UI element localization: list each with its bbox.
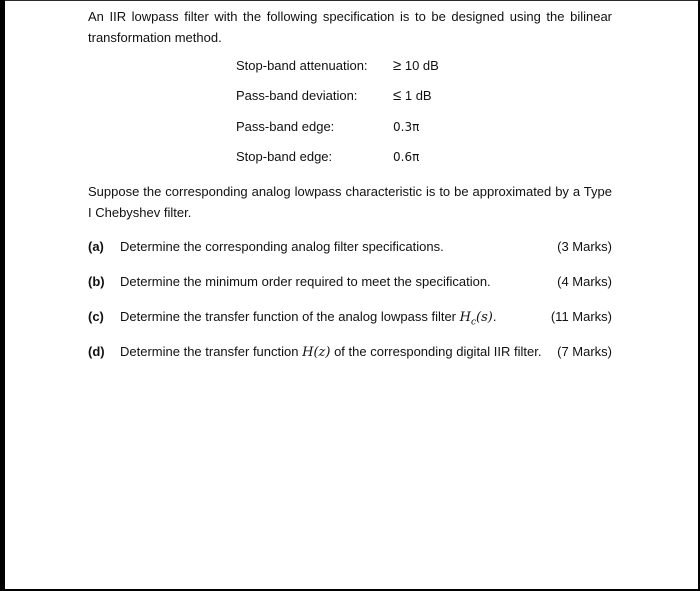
spec-value bbox=[393, 118, 419, 136]
question-letter: (b) bbox=[88, 274, 105, 289]
question-text: Determine the minimum order required to meet the specification. bbox=[120, 274, 491, 289]
spec-number: 1 dB bbox=[404, 88, 432, 103]
spec-number: 0.6π bbox=[393, 150, 420, 164]
question-marks: (11 Marks) bbox=[550, 309, 612, 324]
spec-label: Pass-band deviation: bbox=[236, 88, 358, 103]
spec-value bbox=[393, 87, 432, 105]
question-text bbox=[120, 307, 496, 333]
question-text-before: Determine the transfer function of the analog lowpass filter bbox=[120, 309, 457, 324]
question-letter: (d) bbox=[88, 344, 105, 359]
question-text-after: . bbox=[492, 309, 497, 324]
spec-value bbox=[393, 57, 439, 75]
math-symbol: H(z) bbox=[302, 345, 331, 360]
question-text bbox=[120, 342, 541, 363]
spec-relation: ≤ bbox=[393, 87, 402, 104]
page-top-edge bbox=[0, 0, 700, 1]
approximation-paragraph: Suppose the corresponding analog lowpass characteristic is to be approximated by a Type I Chebyshev filter. bbox=[88, 184, 612, 220]
question-marks: (4 Marks) bbox=[557, 274, 612, 289]
question-a bbox=[88, 237, 612, 257]
question-marks: (3 Marks) bbox=[557, 239, 612, 254]
question-marks: (7 Marks) bbox=[557, 344, 612, 359]
question-letter: (a) bbox=[88, 239, 104, 254]
spec-relation: ≥ bbox=[393, 57, 402, 74]
spec-label: Pass-band edge: bbox=[236, 119, 335, 134]
intro-paragraph: An IIR lowpass filter with the following specification is to be designed using the bilinear transformation method. bbox=[88, 9, 612, 45]
spec-number: 10 dB bbox=[404, 58, 439, 73]
question-c bbox=[88, 307, 612, 327]
question-d bbox=[88, 342, 612, 362]
spec-row-stopband-attenuation bbox=[236, 57, 496, 75]
spec-row-stopband-edge bbox=[236, 148, 496, 166]
question-text: Determine the corresponding analog filter specifications. bbox=[120, 239, 444, 254]
question-text-after: of the corresponding digital IIR filter. bbox=[334, 344, 542, 359]
spec-row-passband-edge bbox=[236, 118, 496, 136]
spec-number: 0.3π bbox=[393, 120, 420, 134]
spec-row-passband-deviation bbox=[236, 87, 496, 105]
math-letter: H bbox=[459, 310, 471, 325]
math-subscript: c bbox=[470, 317, 477, 328]
question-letter: (c) bbox=[88, 309, 104, 324]
page-left-border bbox=[0, 0, 5, 591]
question-b bbox=[88, 272, 612, 292]
spec-label: Stop-band edge: bbox=[236, 149, 333, 164]
math-argument: (s) bbox=[476, 310, 493, 325]
question-text-before: Determine the transfer function bbox=[120, 344, 299, 359]
spec-label: Stop-band attenuation: bbox=[236, 58, 368, 73]
math-symbol bbox=[459, 310, 493, 328]
spec-value bbox=[393, 148, 419, 166]
